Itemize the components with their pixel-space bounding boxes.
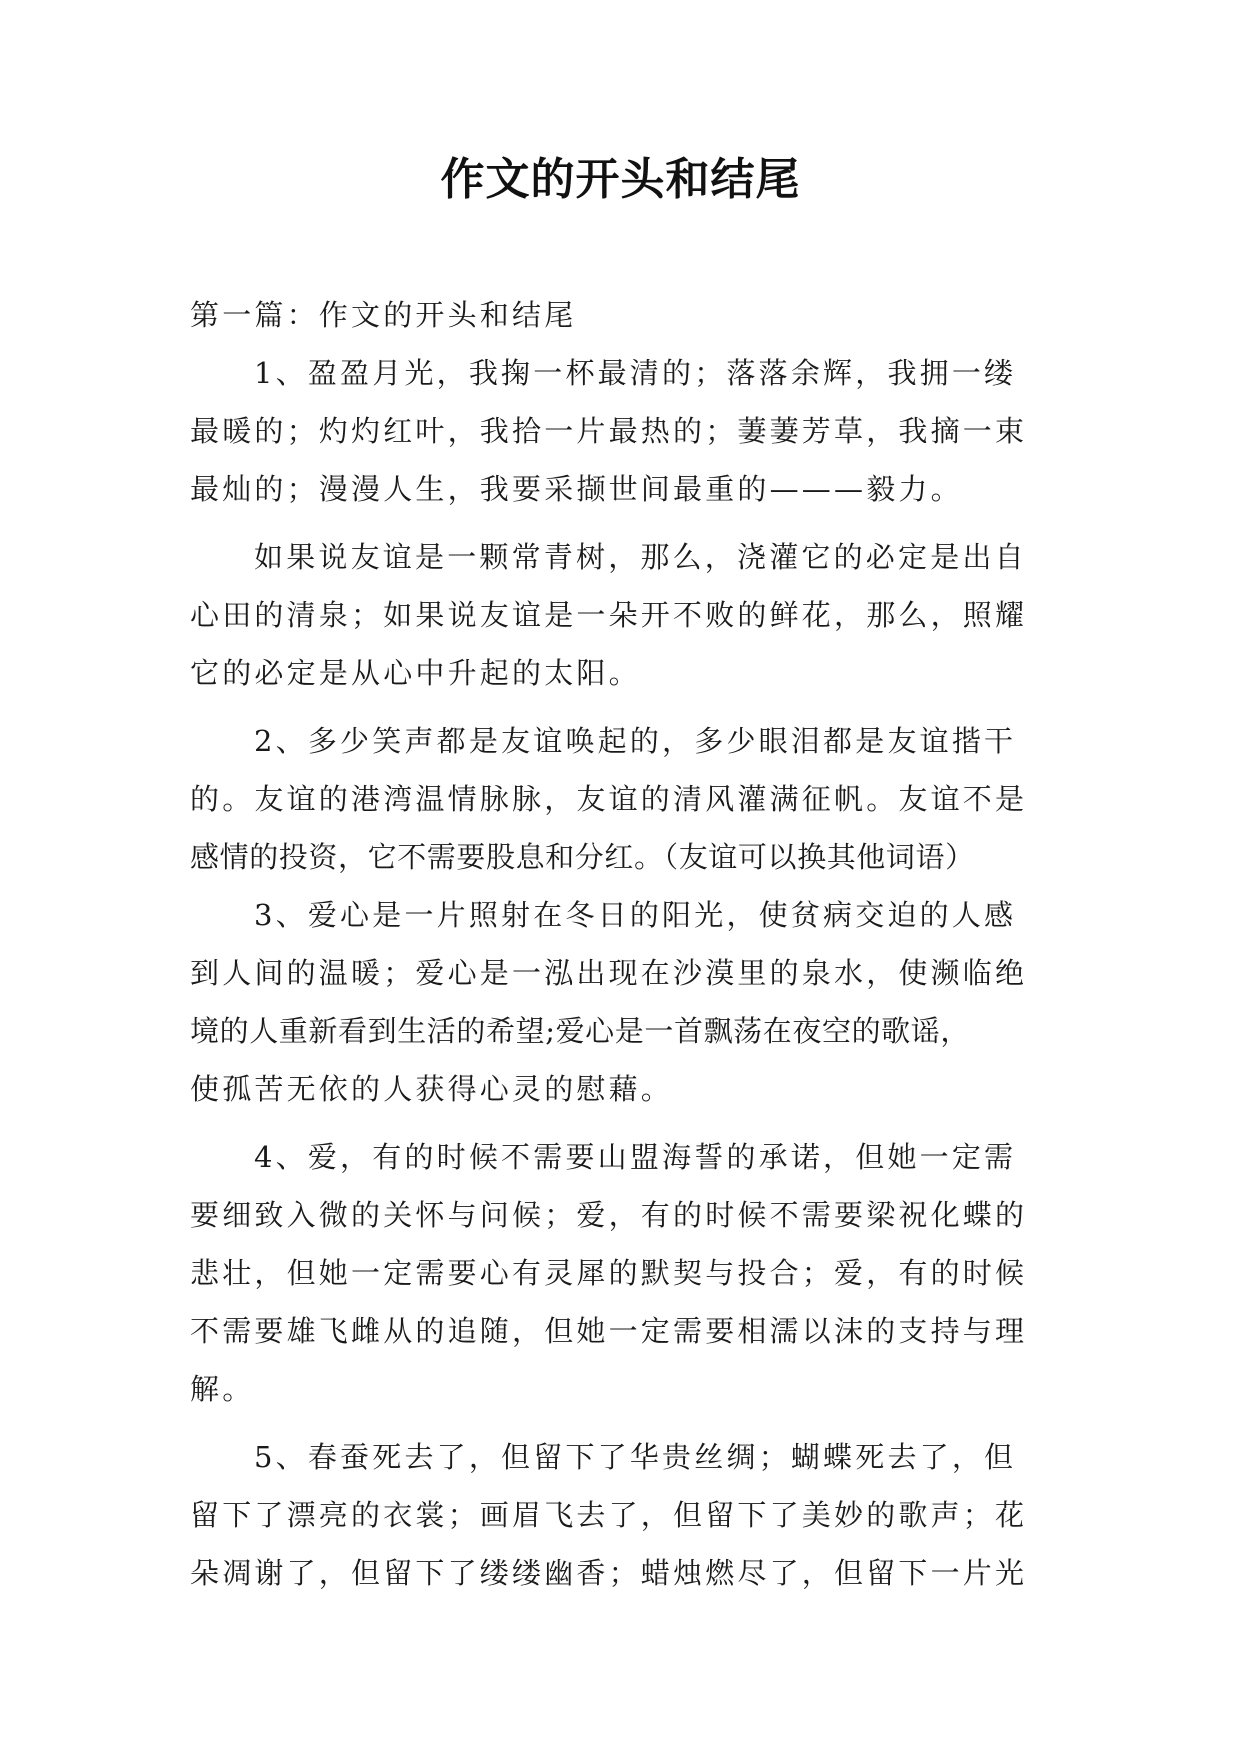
paragraph-line: 感情的投资，它不需要股息和分红。（友谊可以换其他词语） xyxy=(190,840,975,874)
paragraph-line: 朵凋谢了，但留下了缕缕幽香；蜡烛燃尽了，但留下一片光 xyxy=(190,1556,1028,1590)
paragraph-line: 解。 xyxy=(190,1372,255,1406)
paragraph-line: 5、春蚕死去了，但留下了华贵丝绸；蝴蝶死去了，但 xyxy=(254,1440,1017,1474)
paragraph-line: 它的必定是从心中升起的太阳。 xyxy=(190,656,641,690)
paragraph-line: 要细致入微的关怀与问候；爱，有的时候不需要梁祝化蝶的 xyxy=(190,1198,1028,1232)
paragraph-line: 1、盈盈月光，我掬一杯最清的；落落余辉，我拥一缕 xyxy=(254,356,1017,390)
paragraph-line: 悲壮，但她一定需要心有灵犀的默契与投合；爱，有的时候 xyxy=(190,1256,1028,1290)
paragraph-line: 使孤苦无依的人获得心灵的慰藉。 xyxy=(190,1072,674,1106)
paragraph-line: 不需要雄飞雌从的追随，但她一定需要相濡以沫的支持与理 xyxy=(190,1314,1028,1348)
paragraph-line: 心田的清泉；如果说友谊是一朵开不败的鲜花，那么，照耀 xyxy=(190,598,1028,632)
paragraph-line: 最灿的；漫漫人生，我要采撷世间最重的———毅力。 xyxy=(190,472,963,506)
paragraph-line: 3、爱心是一片照射在冬日的阳光，使贫病交迫的人感 xyxy=(254,898,1017,932)
paragraph-line: 如果说友谊是一颗常青树，那么，浇灌它的必定是出自 xyxy=(254,540,1027,574)
document-title: 作文的开头和结尾 xyxy=(440,154,801,205)
paragraph-line: 的。友谊的港湾温情脉脉，友谊的清风灌满征帆。友谊不是 xyxy=(190,782,1028,816)
paragraph-line: 境的人重新看到生活的希望;爱心是一首飘荡在夜空的歌谣， xyxy=(190,1014,970,1048)
paragraph-line: 2、多少笑声都是友谊唤起的，多少眼泪都是友谊揩干 xyxy=(254,724,1017,758)
document-body xyxy=(190,286,1060,1602)
section-heading: 第一篇：作文的开头和结尾 xyxy=(190,298,577,332)
paragraph-line: 留下了漂亮的衣裳；画眉飞去了，但留下了美妙的歌声；花 xyxy=(190,1498,1028,1532)
paragraph-line: 最暖的；灼灼红叶，我拾一片最热的；萋萋芳草，我摘一束 xyxy=(190,414,1028,448)
paragraph-line: 到人间的温暖；爱心是一泓出现在沙漠里的泉水，使濒临绝 xyxy=(190,956,1028,990)
paragraph-line: 4、爱，有的时候不需要山盟海誓的承诺，但她一定需 xyxy=(254,1140,1017,1174)
